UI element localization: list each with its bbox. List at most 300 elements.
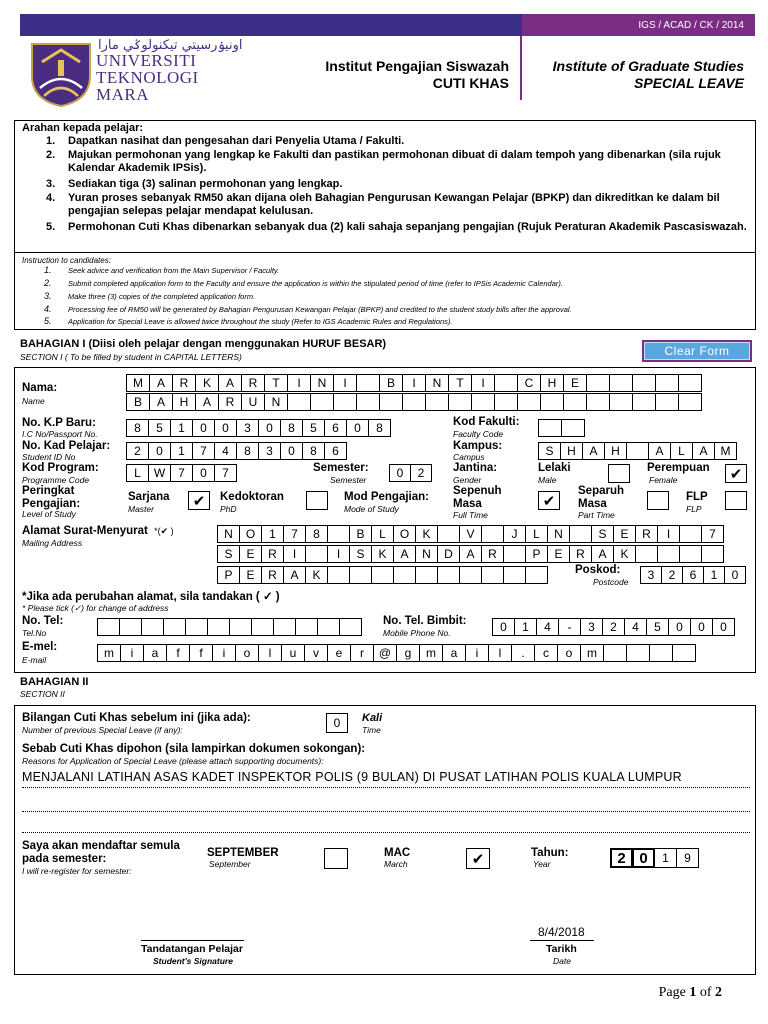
header-divider <box>520 36 522 100</box>
page-mid: of <box>696 985 715 1000</box>
mode-sublabel: Mode of Study <box>344 504 399 514</box>
char-cell[interactable]: o <box>235 644 259 662</box>
char-cell[interactable] <box>317 618 340 636</box>
char-cell[interactable] <box>339 618 362 636</box>
char-cell[interactable] <box>626 442 649 460</box>
char-cell[interactable]: 2 <box>410 464 432 482</box>
char-cell[interactable]: 9 <box>676 848 699 868</box>
ms-subtitle: CUTI KHAS <box>432 75 509 91</box>
char-cell[interactable]: A <box>648 442 671 460</box>
times-sublabel: Time <box>362 725 381 735</box>
char-cell[interactable]: N <box>425 374 449 392</box>
name-row-1[interactable] <box>126 374 701 392</box>
char-cell[interactable] <box>538 419 562 437</box>
char-cell[interactable] <box>402 393 426 411</box>
mobile-field[interactable] <box>492 618 734 636</box>
march-label: MAC <box>384 847 411 859</box>
char-cell[interactable]: 0 <box>632 848 655 868</box>
march-checkbox[interactable]: ✔ <box>466 848 490 869</box>
char-cell[interactable]: J <box>503 525 526 543</box>
char-cell[interactable]: R <box>261 566 284 584</box>
en-item-1: Seek advice and verification from the Main Supervisor / Faculty. <box>68 266 280 275</box>
char-cell[interactable]: D <box>437 545 460 563</box>
char-cell[interactable]: I <box>333 374 357 392</box>
signature-sublabel: Student's Signature <box>153 956 233 966</box>
char-cell[interactable]: u <box>281 644 305 662</box>
char-cell[interactable] <box>119 618 142 636</box>
ms-item-5: Permohonan Cuti Khas dibenarkan sebanyak dua (2) kali sahaja sepanjang pengajian (Rujuk Peraturan Akademik Pascasiswazah. <box>68 221 747 233</box>
char-cell[interactable] <box>649 644 673 662</box>
char-cell[interactable]: H <box>540 374 564 392</box>
char-cell[interactable]: m <box>580 644 604 662</box>
char-cell[interactable]: m <box>419 644 443 662</box>
flp-checkbox[interactable] <box>725 491 747 510</box>
part-time-checkbox[interactable] <box>647 491 669 510</box>
ic-number-field[interactable] <box>126 419 390 437</box>
char-cell[interactable] <box>379 393 403 411</box>
char-cell[interactable] <box>349 566 372 584</box>
ic-sublabel: I.C No/Passport No. <box>22 429 98 439</box>
char-cell[interactable]: I <box>402 374 426 392</box>
address-row-2[interactable] <box>217 545 723 563</box>
page-current: 1 <box>689 985 697 1000</box>
char-cell[interactable]: N <box>264 393 288 411</box>
char-cell[interactable]: 0 <box>668 618 691 636</box>
char-cell[interactable]: 0 <box>389 464 411 482</box>
char-cell[interactable]: L <box>371 525 394 543</box>
char-cell[interactable]: A <box>149 374 173 392</box>
char-cell[interactable] <box>459 566 482 584</box>
char-cell[interactable]: e <box>327 644 351 662</box>
ms-item-3: Sediakan tiga (3) salinan permohonan yang lengkap. <box>68 178 343 190</box>
char-cell[interactable]: B <box>379 374 403 392</box>
char-cell[interactable]: H <box>604 442 627 460</box>
char-cell[interactable]: 4 <box>624 618 647 636</box>
en-item-1-num: 1. <box>44 265 52 275</box>
gender-sublabel: Gender <box>453 475 482 485</box>
char-cell[interactable]: 7 <box>170 464 193 482</box>
phd-checkbox[interactable] <box>306 491 328 510</box>
char-cell[interactable] <box>229 618 252 636</box>
ms-item-3-num: 3. <box>46 178 56 190</box>
year-label: Tahun: <box>531 847 569 859</box>
uitm-crest-icon <box>28 40 94 108</box>
char-cell[interactable]: 6 <box>324 419 347 437</box>
previous-leave-sublabel: Number of previous Special Leave (if any): <box>22 725 183 735</box>
char-cell[interactable] <box>525 566 548 584</box>
ms-item-1-num: 1. <box>46 135 56 147</box>
char-cell[interactable] <box>141 618 164 636</box>
char-cell[interactable] <box>632 374 656 392</box>
char-cell[interactable]: L <box>525 525 548 543</box>
char-cell[interactable]: g <box>396 644 420 662</box>
postcode-field[interactable] <box>640 566 745 584</box>
char-cell[interactable] <box>481 525 504 543</box>
date-value[interactable]: 8/4/2018 <box>538 925 585 939</box>
char-cell[interactable]: . <box>511 644 535 662</box>
reason-label: Sebab Cuti Khas dipohon (sila lampirkan dokumen sokongan): <box>22 743 366 755</box>
email-sublabel: E-mail <box>22 655 47 665</box>
char-cell[interactable]: M <box>714 442 737 460</box>
char-cell[interactable] <box>371 566 394 584</box>
char-cell[interactable] <box>163 618 186 636</box>
char-cell[interactable] <box>655 374 679 392</box>
char-cell[interactable]: R <box>261 545 284 563</box>
char-cell[interactable] <box>287 393 311 411</box>
semester-label: Semester: <box>313 462 369 474</box>
char-cell[interactable] <box>425 393 449 411</box>
char-cell[interactable]: E <box>239 566 262 584</box>
char-cell[interactable]: I <box>471 374 495 392</box>
char-cell[interactable]: r <box>350 644 374 662</box>
address-label-text: Alamat Surat-Menyurat <box>22 525 148 537</box>
male-label: Lelaki <box>538 462 571 474</box>
char-cell[interactable]: 5 <box>646 618 669 636</box>
char-cell[interactable] <box>97 618 120 636</box>
tel-field[interactable] <box>97 618 361 636</box>
char-cell[interactable]: 3 <box>580 618 603 636</box>
char-cell[interactable] <box>503 566 526 584</box>
char-cell[interactable]: 7 <box>192 442 215 460</box>
char-cell[interactable] <box>393 566 416 584</box>
master-label: Sarjana <box>128 491 170 503</box>
char-cell[interactable]: 7 <box>214 464 237 482</box>
char-cell[interactable]: R <box>481 545 504 563</box>
march-sublabel: March <box>384 859 408 869</box>
char-cell[interactable] <box>678 393 702 411</box>
char-cell[interactable]: A <box>591 545 614 563</box>
char-cell[interactable]: 0 <box>192 464 215 482</box>
char-cell[interactable]: @ <box>373 644 397 662</box>
char-cell[interactable] <box>678 374 702 392</box>
reason-line-2 <box>22 811 750 812</box>
char-cell[interactable]: i <box>465 644 489 662</box>
char-cell[interactable]: 4 <box>214 442 237 460</box>
char-cell[interactable]: I <box>657 525 680 543</box>
char-cell[interactable] <box>517 393 541 411</box>
char-cell[interactable]: T <box>264 374 288 392</box>
char-cell[interactable] <box>569 525 592 543</box>
char-cell[interactable]: 0 <box>258 419 281 437</box>
char-cell[interactable] <box>481 566 504 584</box>
char-cell[interactable]: 0 <box>724 566 746 584</box>
tel-label: No. Tel: <box>22 615 64 627</box>
char-cell[interactable] <box>586 374 610 392</box>
char-cell[interactable]: E <box>613 525 636 543</box>
char-cell[interactable]: A <box>195 393 219 411</box>
char-cell[interactable]: o <box>557 644 581 662</box>
en-item-5-num: 5. <box>44 316 52 326</box>
september-label: SEPTEMBER <box>207 847 279 859</box>
char-cell[interactable]: L <box>670 442 693 460</box>
char-cell[interactable]: S <box>591 525 614 543</box>
times-label: Kali <box>362 712 383 724</box>
char-cell[interactable]: V <box>459 525 482 543</box>
campus-sublabel: Campus <box>453 452 485 462</box>
en-item-3-num: 3. <box>44 291 52 301</box>
char-cell[interactable]: H <box>560 442 583 460</box>
char-cell[interactable]: E <box>563 374 587 392</box>
char-cell[interactable] <box>626 644 650 662</box>
char-cell[interactable]: A <box>459 545 482 563</box>
full-time-label: Sepenuh Masa <box>453 485 502 510</box>
char-cell[interactable] <box>657 545 680 563</box>
char-cell[interactable]: I <box>287 374 311 392</box>
char-cell[interactable] <box>635 545 658 563</box>
char-cell[interactable]: I <box>327 545 350 563</box>
master-checkbox[interactable]: ✔ <box>188 491 210 510</box>
ms-item-4-num: 4. <box>46 192 56 204</box>
char-cell[interactable] <box>609 393 633 411</box>
char-cell[interactable]: K <box>305 566 328 584</box>
address-row-1[interactable] <box>217 525 723 543</box>
char-cell[interactable] <box>586 393 610 411</box>
char-cell[interactable]: W <box>148 464 171 482</box>
char-cell[interactable]: 0 <box>492 618 515 636</box>
char-cell[interactable]: 2 <box>661 566 683 584</box>
date-line <box>530 940 594 941</box>
section2-subheading: SECTION II <box>20 689 65 699</box>
char-cell[interactable] <box>563 393 587 411</box>
char-cell[interactable]: c <box>534 644 558 662</box>
char-cell[interactable] <box>273 618 296 636</box>
char-cell[interactable]: I <box>283 545 306 563</box>
address-row-3[interactable] <box>217 566 547 584</box>
char-cell[interactable]: 0 <box>690 618 713 636</box>
char-cell[interactable]: N <box>217 525 240 543</box>
char-cell[interactable]: S <box>217 545 240 563</box>
char-cell[interactable]: l <box>488 644 512 662</box>
char-cell[interactable] <box>603 644 627 662</box>
char-cell[interactable] <box>503 545 526 563</box>
char-cell[interactable]: 1 <box>170 419 193 437</box>
program-code-sublabel: Programme Code <box>22 475 90 485</box>
ms-item-2: Majukan permohonan yang lengkap ke Fakulti dan pastikan permohonan dibuat di dalam tempoh yang dibenarkan (sila rujuk Kalendar Akademik IPSis). <box>68 149 721 174</box>
char-cell[interactable]: A <box>283 566 306 584</box>
address-tick-hint: *(✔ ) <box>154 526 174 536</box>
char-cell[interactable]: v <box>304 644 328 662</box>
char-cell[interactable]: 3 <box>258 442 281 460</box>
char-cell[interactable]: M <box>126 374 150 392</box>
char-cell[interactable]: 5 <box>302 419 325 437</box>
char-cell[interactable]: R <box>241 374 265 392</box>
char-cell[interactable]: 6 <box>324 442 347 460</box>
char-cell[interactable] <box>251 618 274 636</box>
female-checkbox[interactable]: ✔ <box>725 464 747 483</box>
char-cell[interactable]: m <box>97 644 121 662</box>
char-cell[interactable] <box>310 393 334 411</box>
char-cell[interactable] <box>672 644 696 662</box>
char-cell[interactable]: R <box>172 374 196 392</box>
char-cell[interactable]: 0 <box>214 419 237 437</box>
student-id-field[interactable] <box>126 442 346 460</box>
char-cell[interactable] <box>327 525 350 543</box>
char-cell[interactable] <box>494 374 518 392</box>
flp-label: FLP <box>686 491 708 503</box>
char-cell[interactable]: a <box>442 644 466 662</box>
char-cell[interactable]: 7 <box>701 525 724 543</box>
char-cell[interactable] <box>655 393 679 411</box>
char-cell[interactable]: N <box>415 545 438 563</box>
char-cell[interactable]: 1 <box>514 618 537 636</box>
header-bar-navy <box>20 14 522 36</box>
char-cell[interactable] <box>207 618 230 636</box>
char-cell[interactable]: - <box>558 618 581 636</box>
char-cell[interactable]: S <box>349 545 372 563</box>
char-cell[interactable]: 0 <box>346 419 369 437</box>
char-cell[interactable]: S <box>538 442 561 460</box>
date-sublabel: Date <box>553 956 571 966</box>
char-cell[interactable]: 8 <box>280 419 303 437</box>
level-label: Peringkat Pengajian: <box>22 485 81 510</box>
char-cell[interactable]: B <box>349 525 372 543</box>
male-checkbox[interactable] <box>608 464 630 483</box>
char-cell[interactable] <box>609 374 633 392</box>
char-cell[interactable]: 0 <box>192 419 215 437</box>
char-cell[interactable] <box>679 545 702 563</box>
char-cell[interactable] <box>415 566 438 584</box>
char-cell[interactable]: 0 <box>712 618 735 636</box>
char-cell[interactable] <box>448 393 472 411</box>
char-cell[interactable]: 2 <box>610 848 633 868</box>
char-cell[interactable] <box>327 566 350 584</box>
en-item-3: Make three (3) copies of the completed application form. <box>68 292 256 301</box>
char-cell[interactable]: 8 <box>236 442 259 460</box>
char-cell[interactable]: f <box>189 644 213 662</box>
faculty-code-field[interactable] <box>538 419 584 437</box>
en-item-2-num: 2. <box>44 278 52 288</box>
char-cell[interactable]: N <box>310 374 334 392</box>
char-cell[interactable] <box>494 393 518 411</box>
student-id-label: No. Kad Pelajar: <box>22 440 111 452</box>
char-cell[interactable]: 8 <box>305 525 328 543</box>
char-cell[interactable] <box>437 525 460 543</box>
char-cell[interactable]: L <box>126 464 149 482</box>
char-cell[interactable]: N <box>547 525 570 543</box>
char-cell[interactable]: A <box>393 545 416 563</box>
full-time-checkbox[interactable]: ✔ <box>538 491 560 510</box>
char-cell[interactable]: T <box>448 374 472 392</box>
char-cell[interactable] <box>701 545 724 563</box>
char-cell[interactable]: A <box>692 442 715 460</box>
char-cell[interactable]: H <box>172 393 196 411</box>
reason-field[interactable]: MENJALANI LATIHAN ASAS KADET INSPEKTOR POLIS (9 BULAN) DI PUSAT LATIHAN POLIS KUALA LUMPUR <box>22 770 682 784</box>
char-cell[interactable]: K <box>371 545 394 563</box>
char-cell[interactable]: 0 <box>148 442 171 460</box>
ms-item-1: Dapatkan nasihat dan pengesahan dari Penyelia Utama / Fakulti. <box>68 135 405 147</box>
char-cell[interactable]: P <box>525 545 548 563</box>
en-item-4-num: 4. <box>44 304 52 314</box>
char-cell[interactable]: 8 <box>368 419 391 437</box>
semester-field[interactable] <box>389 464 431 482</box>
name-row-2[interactable] <box>126 393 701 411</box>
en-subtitle: SPECIAL LEAVE <box>634 75 744 91</box>
char-cell[interactable]: 8 <box>302 442 325 460</box>
char-cell[interactable]: E <box>547 545 570 563</box>
char-cell[interactable]: 3 <box>236 419 259 437</box>
full-time-sublabel: Full Time <box>453 510 488 520</box>
male-sublabel: Male <box>538 475 557 485</box>
char-cell[interactable]: l <box>258 644 282 662</box>
char-cell[interactable]: 4 <box>536 618 559 636</box>
char-cell[interactable]: O <box>393 525 416 543</box>
email-field[interactable] <box>97 644 695 662</box>
ms-item-2-num: 2. <box>46 149 56 161</box>
phd-label: Kedoktoran <box>220 491 284 503</box>
program-code-field[interactable] <box>126 464 236 482</box>
char-cell[interactable] <box>356 374 380 392</box>
char-cell[interactable]: a <box>143 644 167 662</box>
char-cell[interactable]: 1 <box>261 525 284 543</box>
char-cell[interactable]: i <box>120 644 144 662</box>
char-cell[interactable]: B <box>126 393 150 411</box>
name-sublabel: Name <box>22 396 45 406</box>
char-cell[interactable]: 1 <box>703 566 725 584</box>
char-cell[interactable]: 2 <box>126 442 149 460</box>
char-cell[interactable]: 1 <box>170 442 193 460</box>
char-cell[interactable] <box>305 545 328 563</box>
char-cell[interactable]: 2 <box>602 618 625 636</box>
char-cell[interactable] <box>295 618 318 636</box>
char-cell[interactable]: 1 <box>654 848 677 868</box>
char-cell[interactable]: 5 <box>148 419 171 437</box>
ms-item-5-num: 5. <box>46 221 56 233</box>
char-cell[interactable]: E <box>239 545 262 563</box>
char-cell[interactable] <box>356 393 380 411</box>
previous-leave-field[interactable]: 0 <box>326 713 348 733</box>
char-cell[interactable]: U <box>241 393 265 411</box>
instructions-divider <box>14 252 756 253</box>
reason-line-1 <box>22 787 750 788</box>
char-cell[interactable]: R <box>569 545 592 563</box>
char-cell[interactable]: R <box>218 393 242 411</box>
char-cell[interactable]: R <box>635 525 658 543</box>
september-checkbox[interactable] <box>324 848 348 869</box>
char-cell[interactable] <box>437 566 460 584</box>
char-cell[interactable]: i <box>212 644 236 662</box>
char-cell[interactable]: P <box>217 566 240 584</box>
char-cell[interactable]: A <box>218 374 242 392</box>
char-cell[interactable] <box>561 419 585 437</box>
char-cell[interactable]: K <box>415 525 438 543</box>
reason-line-3 <box>22 832 750 833</box>
char-cell[interactable] <box>679 525 702 543</box>
char-cell[interactable]: C <box>517 374 541 392</box>
char-cell[interactable] <box>333 393 357 411</box>
char-cell[interactable]: 6 <box>682 566 704 584</box>
char-cell[interactable]: 3 <box>640 566 662 584</box>
september-sublabel: September <box>209 859 251 869</box>
char-cell[interactable]: A <box>582 442 605 460</box>
char-cell[interactable]: K <box>613 545 636 563</box>
char-cell[interactable]: f <box>166 644 190 662</box>
char-cell[interactable] <box>471 393 495 411</box>
char-cell[interactable] <box>185 618 208 636</box>
year-field[interactable] <box>610 848 698 868</box>
char-cell[interactable]: 0 <box>280 442 303 460</box>
student-id-sublabel: Student ID No <box>22 452 76 462</box>
char-cell[interactable]: A <box>149 393 173 411</box>
char-cell[interactable]: 8 <box>126 419 149 437</box>
char-cell[interactable] <box>632 393 656 411</box>
char-cell[interactable]: 7 <box>283 525 306 543</box>
clear-form-button[interactable]: Clear Form <box>642 340 752 362</box>
char-cell[interactable]: K <box>195 374 219 392</box>
ms-item-4: Yuran proses sebanyak RM50 akan dijana oleh Bahagian Pengurusan Kewangan Pelajar (BPKP) dan dikreditkan ke dalam bil pengajian selepas pelajar mendapat kelulusan. <box>68 192 720 217</box>
char-cell[interactable]: O <box>239 525 262 543</box>
char-cell[interactable] <box>540 393 564 411</box>
campus-field[interactable] <box>538 442 736 460</box>
